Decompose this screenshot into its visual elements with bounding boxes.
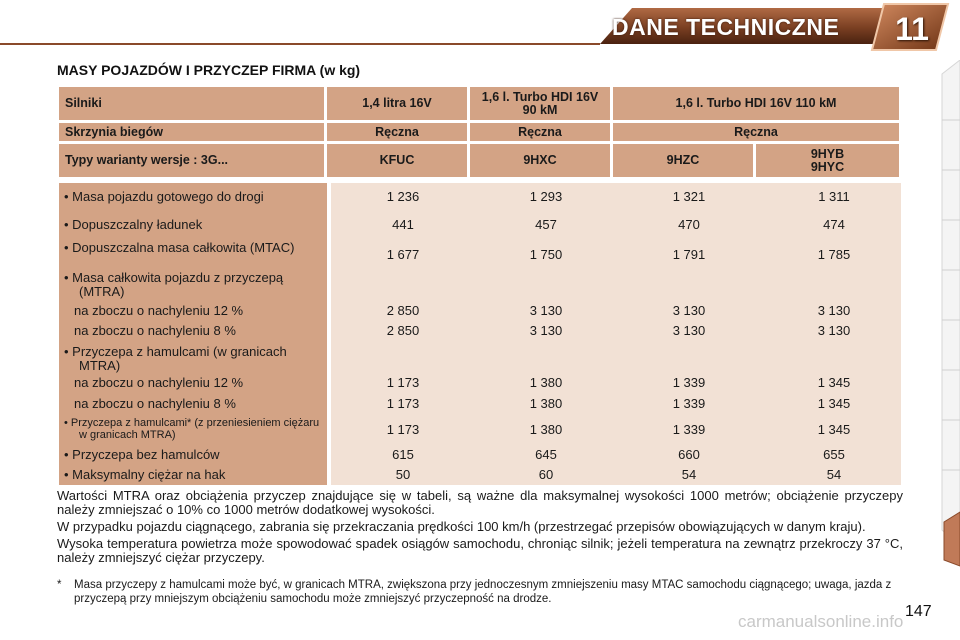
value-cell: 470 (678, 217, 700, 232)
engine-cell: 1,4 litra 16V (327, 87, 467, 120)
value-cell: 50 (395, 467, 411, 482)
engines-row (59, 87, 899, 120)
type-cell: KFUC (327, 144, 467, 177)
type-cell: 9HXC (470, 144, 610, 177)
value-cell: 1 345 (817, 396, 851, 411)
value-cell: 615 (392, 447, 414, 462)
chapter-number: 11 (895, 11, 929, 47)
value-cell: 3 130 (817, 323, 851, 338)
value-cell: 3 130 (672, 303, 706, 318)
value-cell: 1 380 (529, 396, 563, 411)
value-cell: 54 (826, 467, 842, 482)
table-row (59, 218, 901, 232)
spec-table-header (56, 84, 902, 180)
header-band (0, 0, 960, 56)
value-cell: 3 130 (529, 303, 563, 318)
table-row (59, 345, 901, 373)
row-label: • Dopuszczalna masa całkowita (MTAC) (64, 240, 295, 255)
value-cell: 1 380 (529, 375, 563, 390)
engines-label: Silniki (59, 87, 324, 120)
chapter-title: DANE TECHNICZNE (612, 14, 840, 40)
value-cell: 2 850 (386, 323, 420, 338)
table-row (59, 468, 901, 482)
value-cell: 1 345 (817, 375, 851, 390)
value-cell: 1 345 (817, 422, 851, 437)
value-cell: 3 130 (529, 323, 563, 338)
value-cell: 441 (392, 217, 414, 232)
table-row (59, 304, 901, 318)
row-label: • Przyczepa bez hamulców (64, 447, 220, 462)
gearbox-row (59, 123, 899, 141)
gearbox-cell: Ręczna (613, 123, 899, 141)
table-row (59, 271, 901, 299)
paragraph: W przypadku pojazdu ciągnącego, zabrania się przekraczania prędkości 100 km/h (przestrzegać przepisów obowiązujących w danym kraju). (57, 519, 866, 534)
value-cell: 655 (823, 447, 845, 462)
value-cell: 1 293 (529, 189, 563, 204)
section-title: MASY POJAZDÓW I PRZYCZEP FIRMA (w kg) (57, 62, 361, 78)
table-row (59, 448, 901, 462)
paragraph: Wysoka temperatura powietrza może spowodować spadek osiągów samochodu, chroniąc silnik; jeżeli temperatura na zewnątrz przekroczy 37 °C, należy zmniejszyć ciężar przyczepy. (57, 536, 903, 565)
value-cell: 1 791 (672, 247, 706, 262)
value-cell: 60 (538, 467, 554, 482)
page-number: 147 (905, 603, 932, 620)
table-row (59, 324, 901, 338)
row-label: na zboczu o nachyleniu 8 % (74, 396, 236, 411)
row-label: • Masa całkowita pojazdu z przyczepą (MTRA) (64, 270, 284, 299)
value-cell: 1 339 (672, 375, 706, 390)
row-label: • Masa pojazdu gotowego do drogi (64, 189, 264, 204)
value-cell: 1 173 (386, 422, 420, 437)
row-label: • Przyczepa z hamulcami* (z przeniesieniem ciężaru w granicach MTRA) (64, 417, 320, 441)
row-label: • Przyczepa z hamulcami (w granicach MTRA) (64, 344, 287, 373)
value-cell: 660 (678, 447, 700, 462)
gearbox-cell: Ręczna (327, 123, 467, 141)
types-row (59, 144, 899, 177)
types-label: Typy warianty wersje : 3G... (59, 144, 324, 177)
value-cell: 1 173 (386, 396, 420, 411)
table-row (59, 417, 901, 443)
value-cell: 1 339 (672, 422, 706, 437)
value-cell: 1 750 (529, 247, 563, 262)
row-label: na zboczu o nachyleniu 8 % (74, 323, 236, 338)
value-cell: 457 (535, 217, 557, 232)
value-cell: 1 321 (672, 189, 706, 204)
row-label: na zboczu o nachyleniu 12 % (74, 303, 244, 318)
side-chapter-tabs[interactable] (934, 60, 960, 580)
gearbox-label: Skrzynia biegów (59, 123, 324, 141)
spec-table-body (59, 183, 901, 485)
value-cell: 3 130 (672, 323, 706, 338)
notes-paragraphs (57, 489, 903, 568)
value-cell: 1 236 (386, 189, 420, 204)
engine-cell: 1,6 l. Turbo HDI 16V 90 kM (470, 87, 610, 120)
type-cell: 9HZC (613, 144, 753, 177)
value-cell: 1 677 (386, 247, 420, 262)
value-cell: 1 785 (817, 247, 851, 262)
row-label: na zboczu o nachyleniu 12 % (74, 375, 244, 390)
value-cell: 474 (823, 217, 845, 232)
value-cell: 1 380 (529, 422, 563, 437)
watermark: carmanualsonline.info (738, 612, 904, 631)
row-label: • Dopuszczalny ładunek (64, 217, 203, 232)
table-row (59, 241, 901, 269)
table-row (59, 397, 901, 411)
value-cell: 2 850 (386, 303, 420, 318)
paragraph: Wartości MTRA oraz obciążenia przyczep znajdujące się w tabeli, są ważne dla maksymalnej wysokości 1000 metrów; obciążenie przyczepy należy zmniejszać o 10% co 1000 metrów dodatkowej wysokości. (57, 488, 903, 517)
value-cell: 54 (681, 467, 697, 482)
footnote-text: Masa przyczepy z hamulcami może być, w granicach MTRA, zwiększona przy jednoczesnym zmniejszeniu masy MTAC samochodu ciągnącego; uwaga, jazda z przyczepą przy mniejszym obciążeniu samochodu może zmniejszyć przyczepność na drodze. (74, 579, 892, 605)
engine-cell: 1,6 l. Turbo HDI 16V 110 kM (613, 87, 899, 120)
value-cell: 1 339 (672, 396, 706, 411)
value-cell: 3 130 (817, 303, 851, 318)
value-cell: 645 (535, 447, 557, 462)
row-label: • Maksymalny ciężar na hak (64, 467, 226, 482)
footnote-star: * (57, 579, 62, 591)
gearbox-cell: Ręczna (470, 123, 610, 141)
value-cell: 1 173 (386, 375, 420, 390)
value-cell: 1 311 (818, 189, 850, 204)
table-row (59, 376, 901, 390)
table-row (59, 190, 901, 204)
type-cell: 9HYB 9HYC (756, 144, 899, 177)
